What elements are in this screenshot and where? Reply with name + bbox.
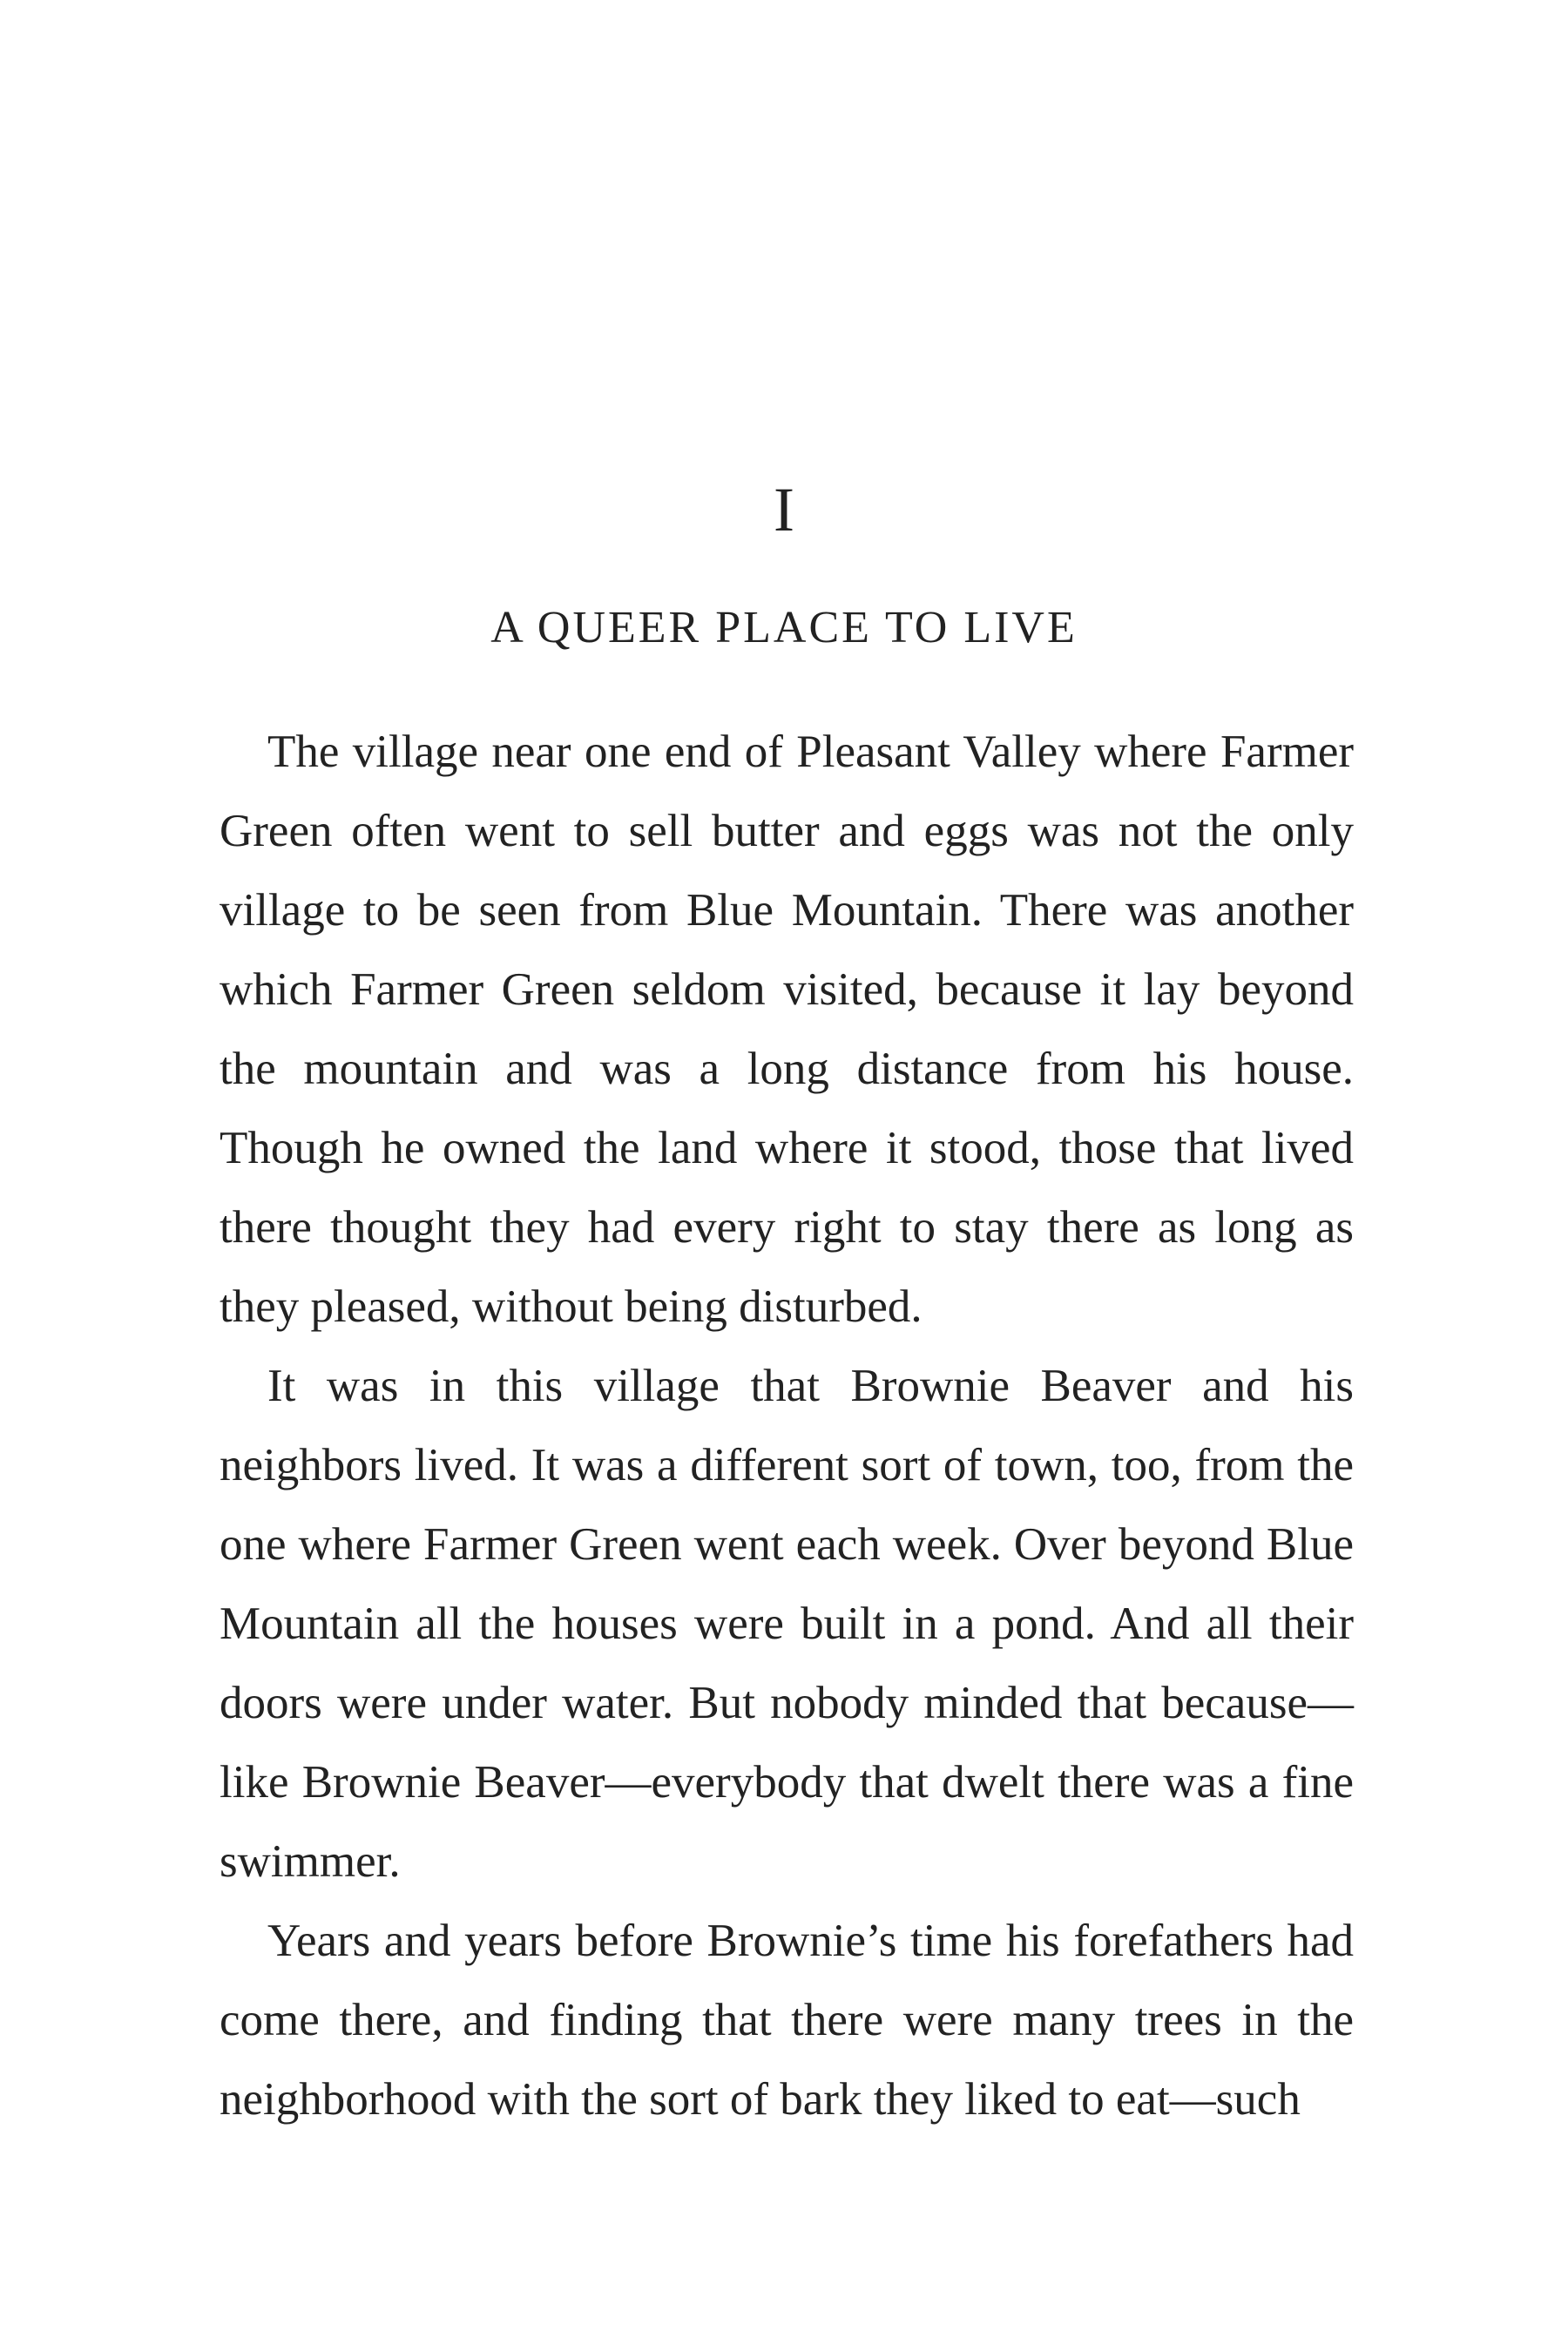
paragraph-3: Years and years before Brownie’s time his forefathers had come there, and finding that there were many trees in the neighborhood with the sort of bark they liked to eat—such bbox=[220, 1916, 1354, 2125]
chapter-title: A QUEER PLACE TO LIVE bbox=[490, 603, 1078, 652]
chapter-body bbox=[220, 713, 1354, 2139]
chapter-number: I bbox=[774, 475, 794, 544]
paragraph-2: It was in this village that Brownie Beaver and his neighbors lived. It was a different sort of town, too, from the one where Farmer Green went each week. Over beyond Blue Mountain all the houses were built in a pond. And all their doors were under water. But nobody minded that because—like Brownie Beaver—everybody that dwelt there was a fine swimmer. bbox=[220, 1361, 1354, 1887]
paragraph-1: The village near one end of Pleasant Valley where Farmer Green often went to sell butter and eggs was not the only village to be seen from Blue Mountain. There was another which Farmer Green seldom visited, because it lay beyond the mountain and was a long distance from his house. Though he owned the land where it stood, those that lived there thought they had every right to stay there as long as they pleased, without being disturbed. bbox=[220, 727, 1354, 1332]
